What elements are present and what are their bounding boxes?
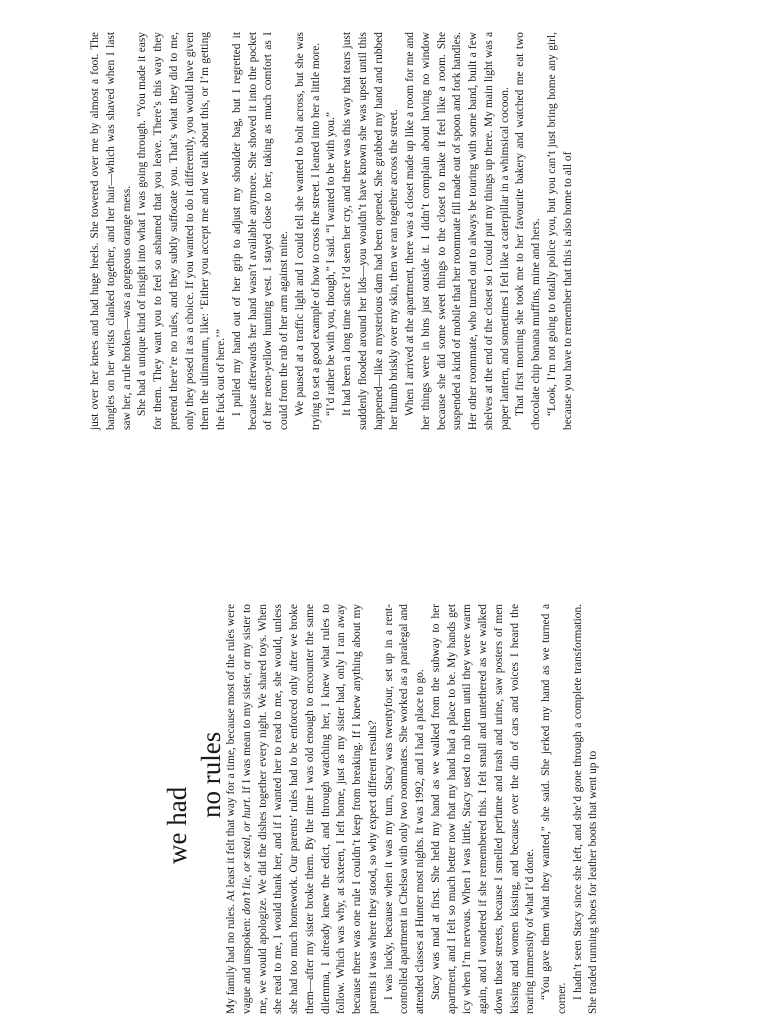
chapter-title-line-1: we had [162, 786, 193, 864]
body-paragraph [224, 604, 382, 1014]
body-paragraph: She had a unique kind of insight into what I was going through. “You made it easy for them. They want you to feel so ashamed that you leave. There’s this way they pretend there’re no rules, and they subtly suffocate you. That’s what they did to me, only they posed it as a choice. If you wanted to do it differently, you would have given them the ultimatum, like: ‘Either you accept me and we talk about this, or I’m getting the fuck out of here.’” [136, 32, 227, 430]
paragraph-text: If I was mean to my sister, or my sister to me, we would apologize. We did the dishes together every night. We shared toys. When she read to me, I would thank her, and if I wanted her to read to me, she would, unless she had too much homework. Our parents’ rules had to be enforced only after we broke them—after my sister broke them. By the time I was old enough to encounter the same dilemma, I already knew the edict, and through watching her, I knew what rules to follow. Which was why, at sixteen, I left home, just as my sister had, only I ran away because there was one rule I couldn’t keep from breaking. If I knew anything about my parents it was where they stood, so why expect different results? [240, 604, 379, 1014]
chapter-title-line-2: no rules [196, 731, 227, 818]
body-paragraph: I hadn’t seen Stacy since she left, and she’d gone through a complete transformation. She traded running shoes for leather boots that went up to [571, 604, 600, 1014]
body-paragraph: That first morning she took me to her favourite bakery and watched me eat two chocolate chip banana muffins, mine and hers. [514, 32, 542, 430]
right-body-text [88, 32, 576, 430]
emphasized-text: don’t lie, or steal, or hurt. [240, 796, 253, 915]
body-paragraph: just over her knees and had huge heels. She towered over me by almost a foot. The bangles on her wrists clanked together, and her hair—which was shaved when I last saw her, a rule broken—was a gorgeous orange mess. [89, 32, 133, 430]
body-paragraph: “Look, I’m not going to totally police you, but you can’t just bring home any girl, because you have to remember that this is also home to all of [545, 32, 574, 430]
body-paragraph: It had been a long time since I’d seen her cry, and there was this way that tears just suddenly flooded around her lids—you wouldn’t have known she was upset until this happened—like a mysterious dam had been opened. She grabbed my hand and rubbed her thumb briskly over my skin, then we ran together across the street. [341, 32, 401, 430]
body-paragraph: “I’d rather be with you, though,” I said. “I wanted to be with you.” [325, 112, 338, 416]
paragraph-text: My family had no rules. At least it felt that way for a time, because most of the rules were vague and unspoken: [225, 604, 253, 1014]
body-paragraph: We paused at a traffic light and I could tell she wanted to bolt across, but she was trying to set a good example of how to cross the street. I leaned into her a little more. [293, 32, 322, 430]
left-body-text [224, 604, 602, 1014]
left-page [0, 512, 768, 1024]
chapter-title [160, 524, 228, 864]
body-paragraph: “You gave them what they wanted,” she said. She jerked my hand as we turned a corner. [540, 604, 568, 1014]
body-paragraph: Stacy was mad at first. She held my hand as we walked from the subway to her apartment, and I felt so much better now that my hand had a place to be. My hands get icy when I’m nervous. When I was little, Stacy used to rub them until they were warm again, and I wondered if she remembered this. I felt small and untethered as we walked down those streets, because I smelled perfume and trash and urine, saw posters of men kissing and women kissing, and because over the din of cars and voices I heard the roaring immensity of what I’d done. [429, 604, 537, 1014]
body-paragraph: When I arrived at the apartment, there was a closet made up like a room for me and her things were in bins just outside it. I didn’t complain about having no window because she did some sweet things to the closet to make it feel like a room. She suspended a kind of mobile that her roommate fill made out of spoon and fork handles. Her other roommate, who turned out to always be touring with some band, built a few shelves at the end of the closet so I could put my things up there. My main light was a paper lantern, and sometimes I felt like a caterpillar in a whimsical cocoon. [404, 32, 511, 430]
body-paragraph: I was lucky, because when it was my turn, Stacy was twentyfour, set up in a rent-controlled apartment in Chelsea with only two roommates. She worked as a paralegal and attended classes at Hunter most nights. It was 1992, and I had a place to go. [382, 604, 426, 1014]
body-paragraph: I pulled my hand out of her grip to adjust my shoulder bag, but I regretted it because afterwards her hand wasn’t available anymore. She shoved it into the pocket of her neon-yellow hunting vest. I stayed close to her, taking as much comfort as I could from the rub of her arm against mine. [230, 32, 290, 430]
